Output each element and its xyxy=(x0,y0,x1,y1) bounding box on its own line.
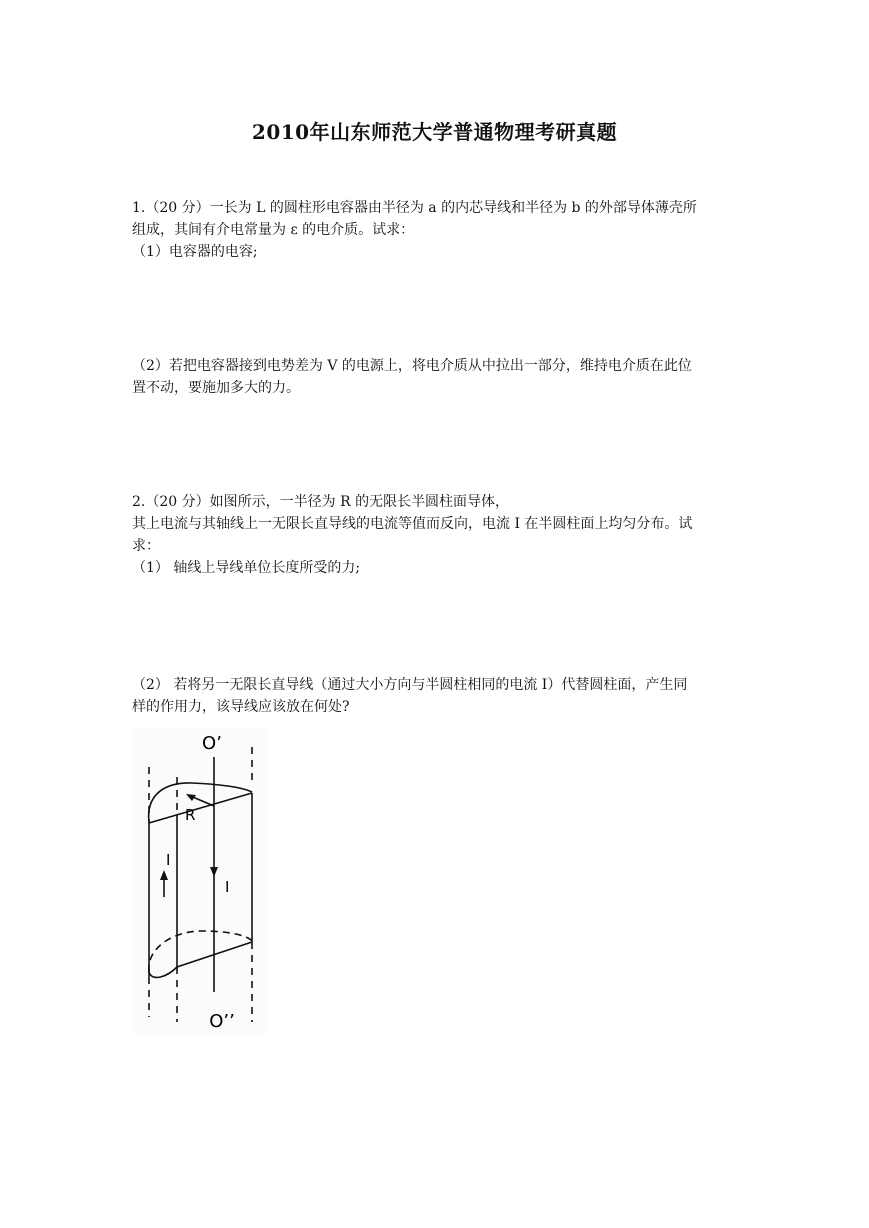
current-label-left: I xyxy=(166,851,171,869)
q2-text-line3: 求： xyxy=(132,538,160,554)
bottom-axis-label: O’’ xyxy=(209,1011,235,1032)
q2-part1: （1） 轴线上导线单位长度所受的力; xyxy=(132,560,361,576)
page-title: 2010年山东师范大学普通物理考研真题 xyxy=(251,120,618,144)
top-axis-label: O’ xyxy=(202,733,222,754)
q1-part1: （1）电容器的电容; xyxy=(132,244,258,260)
q1-part2-line2: 置不动，要施加多大的力。 xyxy=(132,380,300,396)
q2-text-line2: 其上电流与其轴线上一无限长直导线的电流等值而反向，电流 I 在半圆柱面上均匀分布。试 xyxy=(132,516,693,532)
q2-text-line1: 2.（20 分）如图所示，一半径为 R 的无限长半圆柱面导体， xyxy=(132,494,510,510)
q1-text-line1: 1.（20 分）一长为 L 的圆柱形电容器由半径为 a 的内芯导线和半径为 b 的外部导体薄壳所 xyxy=(132,200,697,216)
radius-label: R xyxy=(185,806,196,824)
q1-text-line2: 组成，其间有介电常量为 ε 的电介质。试求： xyxy=(132,222,415,238)
q2-part2-line1: （2） 若将另一无限长直导线（通过大小方向与半圆柱相同的电流 I）代替圆柱面，产生同 xyxy=(132,677,688,693)
half-cylinder-figure xyxy=(132,727,267,1034)
current-label-axis: I xyxy=(225,878,230,896)
q2-part2-line2: 样的作用力，该导线应该放在何处? xyxy=(132,699,350,715)
q1-part2-line1: （2）若把电容器接到电势差为 V 的电源上，将电介质从中拉出一部分，维持电介质在此位 xyxy=(132,358,692,374)
